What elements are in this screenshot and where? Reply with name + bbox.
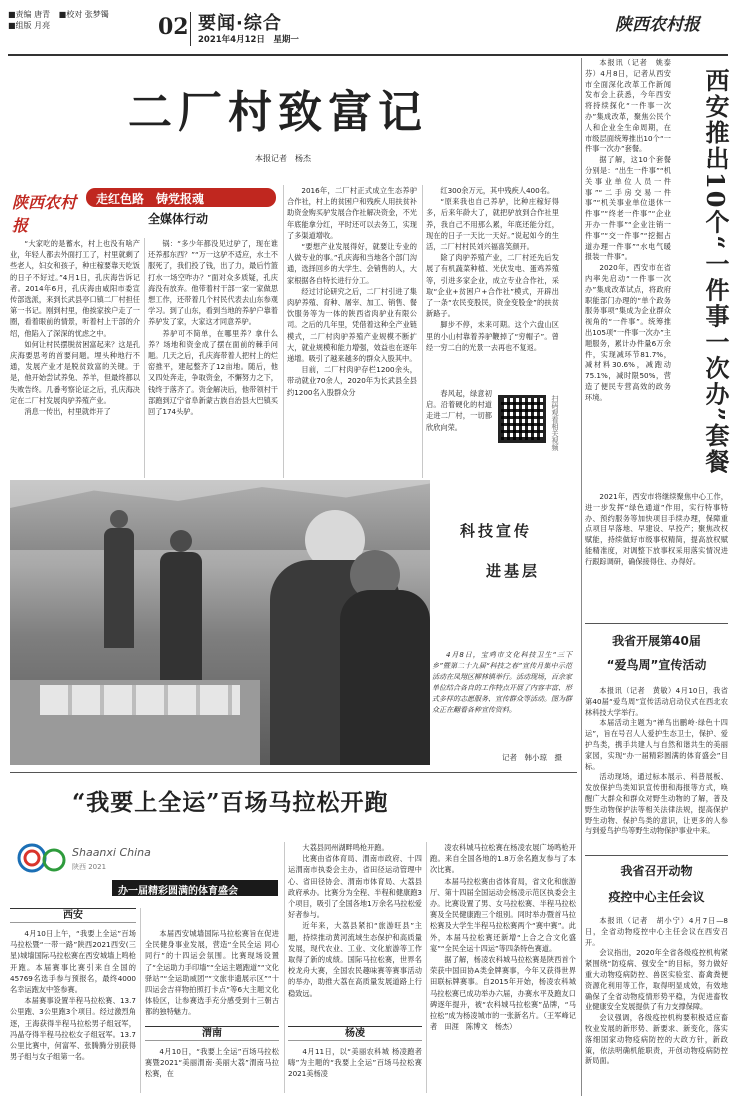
sidebar-top-intro: 本报讯（记者 姚泰芬）4月8日，记者从西安市全面深化改革工作新闻发布会上获悉，今年西安将持续探化“一件事一次办”集成改革，聚焦公民个人和企业全生命周期，在市级层面统筹推出10个“一件事一次办”套餐。 xyxy=(585,58,671,154)
issue-date: 2021年4月12日 星期一 xyxy=(198,35,299,45)
yangling-subhead-bar xyxy=(288,1026,422,1041)
sidebar-top-headline: 西安推出10个“一件事一次办”套餐 xyxy=(701,68,730,476)
bird-week-intro: 本报讯（记者 黄敏）4月10日，我省第40届“爱鸟周”宣传活动启动仪式在西北农林科技大学举行。 xyxy=(585,686,728,717)
weinan-subhead-bar xyxy=(145,1026,279,1041)
weinan-p1: 4月10日，“我要上全运”百场马拉松赛暨2021“美丽渭南·美丽大荔”渭南马拉松赛，在 xyxy=(145,1047,279,1079)
event-photo xyxy=(10,480,430,765)
xian-subhead-bar xyxy=(10,908,136,923)
lead-p14: 春风起，绿意初启。沿着硬化的村道走进二厂村，一切都欣欣向荣。 xyxy=(426,389,492,432)
xian-subhead: 西安 xyxy=(63,910,83,921)
marathon-headline: “我要上全运”百场马拉松开跑 xyxy=(72,789,389,816)
staff-layout: ■组版 月亮 xyxy=(8,21,51,30)
marathon-col-3-top xyxy=(288,842,422,999)
disease-p1: 会议指出，2020年全省各级疫控机构紧紧围绕“防疫病、强安全”的目标，努力做好重大动物疫病防控、兽医实验室、畜禽粪便资源化利用等工作，取得明显成效，有效地确保了全省动物疫情形势平稳，为促进畜牧业健康安全发展提供了有力支撑保障。 xyxy=(585,948,728,1012)
weinan-p4: 近年来，大荔县紧扣“旅游旺县”主题，持续推动黄河流域生态保护和高质量发展，现代农业、工业、文化旅游等工作取得了新的成绩。国际马拉松赛，世界名校龙舟大赛，全国农民趣味赛等赛事活动的举办，助推大荔在高质量发展道路上行稳致远。 xyxy=(288,921,422,998)
games-logo-box xyxy=(10,842,170,878)
games-banner-text: 办一届精彩圆满的体育盛会 xyxy=(118,886,238,897)
bird-week-head-1: 我省开展第40届 xyxy=(612,634,701,648)
xian-p2: 本届赛事设置半程马拉松赛、13.7公里跑、3公里跑3个项目。经过激烈角逐，王海获得半程马拉松男子组冠军，冯晶夺得半程马拉松女子组冠军。13.7公里比赛中，何富军、张腾腾分别获得男子组与女子组第一名。 xyxy=(10,996,136,1062)
qr-caption: 扫码观看相关视频 xyxy=(551,395,559,451)
yangling-p1: 4月11日，以“美丽农科城 杨凌跑者嗨”为主题的“我要上全运”百场马拉松赛2021美杨凌 xyxy=(288,1047,422,1079)
lead-p9: 目前，二厂村肉驴存栏1200余头，带动就业70余人，2020年为长武县全县约1200名入股群众分 xyxy=(287,365,417,397)
games-logo-sub: 陕西 2021 xyxy=(72,863,107,871)
yangling-subhead: 杨凌 xyxy=(345,1028,365,1039)
sidebar-top-text xyxy=(585,58,671,404)
qr-code[interactable] xyxy=(498,395,546,443)
banner-subtitle: 全媒体行动 xyxy=(148,212,209,226)
lead-p6: 2016年，二厂村正式成立生态养驴合作社，村上的贫困户和残疾人用扶贫补助资金购买驴发展合作社解决资金，不光年底能拿分红，平时还可以去务工，实现了多渠道增收。 xyxy=(287,186,417,240)
lead-col-5 xyxy=(426,388,492,433)
lead-p11: “原来我也自己养驴，比种庄稼好得多，后来年龄大了，就把驴放到合作社里养，我自己不用那么累，年底还能分红，现在的日子一天比一天好。”说起如今的生活，二厂村村民刘兴福喜笑颜开。 xyxy=(426,197,559,252)
games-banner xyxy=(112,880,278,896)
bird-week-p2: 活动现场，通过标本展示、科普展板、发放保护鸟类知识宣传册和海报等方式，唤醒广大群众和群众对野生动物的了解，普及野生动物保护法等相关法律法规，提高保护野生动物、保护鸟类的意识，让更多的人参与到爱鸟护鸟等野生动物保护事业中来。 xyxy=(585,772,728,836)
page-number: 02 xyxy=(158,14,189,40)
disease-head-2: 疫控中心主任会议 xyxy=(608,890,705,904)
banner-slogan: 走红色路 铸党报魂 xyxy=(96,192,205,206)
marathon-col-1 xyxy=(10,928,136,1062)
staff-proofreader: ■校对 张梦镯 xyxy=(58,10,109,19)
lead-p10: 红300余万元，其中残疾人400名。 xyxy=(440,186,555,195)
yangling-p2: 凌农科城马拉松赛在杨凌农展广场鸣枪开跑。来自全国各地的1.8万余名跑友参与了本次比赛。 xyxy=(430,843,576,875)
lead-headline: 二厂村致富记 xyxy=(128,87,428,138)
masthead-logo: 陕西农村报 xyxy=(615,15,700,35)
staff-editor: ■责编 唐青 xyxy=(8,10,51,19)
lead-p13: 脚步不停，未来可期。这个六盘山区里的小山村靠着养驴鞭掉了“穷帽子”。曾经一穷二白的光景一去再也不复返。 xyxy=(426,320,559,352)
section-title: 要闻·综合 xyxy=(198,13,282,34)
sidebar-top-p1: 据了解，这10个套餐分别是：“出生一件事”“机关事业单位人员一件事”“二手房交易一件事”“机关事业单位退休一件事”“终老一件事”“企业开办一件事”“企业注销一件事”“交一件事”“挖掘占道办理一件事”“水电气暖报装一件事”。 xyxy=(585,155,671,262)
lead-p1: “大家吃的是蓄水，村上也没有啥产业，年轻人都去外面打工了，村里就剩了些老人，妇女和孩子，种庄稼要靠天吃饭的日子不好过。”4月1日，孔庆海告诉记者。2014年6月，孔庆海由咸阳市委宣传部选派，来到长武县亭口镇二厂村担任第一书记。刚到村里，他挨家挨户走了一圈，看着眼前的情景，听着村上干部的介绍，他陷入了深深的忧虑之中。 xyxy=(10,239,140,338)
bird-week-p1: 本届活动主题为“禅鸟出鹏岭·绿色十四运”，旨在号召人人爱护生态卫士，保护、爱护鸟类，携手共建人与自然和谐共生的美丽家园，实现“办一届精彩圆满的体育盛会”目标。 xyxy=(585,718,728,771)
marathon-col-2-bottom xyxy=(145,1046,279,1080)
campaign-banner xyxy=(12,188,277,235)
photo-caption-text: 4月8日，宝鸡市文化科技卫生“三下乡”暨第二十九届“科技之春”宣传月集中示范活动在凤翔区柳林镇举行。活动现场，百余家单位结合各自的工作特点开展了内容丰富、形式多样的志愿服务、宣传群众等活动。图为群众正在翻看各种宣传资料。 xyxy=(432,651,572,714)
stamp-line-2: 进基层 xyxy=(486,562,541,580)
lead-col-2 xyxy=(148,238,278,417)
disease-head-1: 我省召开动物 xyxy=(620,864,693,878)
lead-byline: 本报记者 杨杰 xyxy=(255,154,311,163)
weinan-subhead: 渭南 xyxy=(202,1028,222,1039)
photo-caption xyxy=(432,650,572,716)
person-silhouette xyxy=(340,590,430,765)
sidebar-top-p2: 2020年，西安市在省内率先启动“一件事一次办”集成改革试点，将政府职能部门办理的“单个政务服务事项”集成为企业群众视角的“一件事”。统筹推出105项“一件事一次办”主题服务，累计办件量6万余件，实现减环节81.7%，减材料30.6%，减跑动75.1%，减时限50%，营造了便民专营高效的政务环境。 xyxy=(585,263,671,402)
lead-p12: 除了肉驴养殖产业，二厂村还先后发展了有机蔬菜种植、光伏发电、蛋鸡养殖等，引进多家企业，成立专业合作社，采取“企业+贫困户+合作社”模式，开辟出了一条“农民变股民，资金变股金”的扶贫新路子。 xyxy=(426,253,559,319)
banner-brand: 陕西农村报 xyxy=(12,193,77,235)
weinan-p3: 比赛由省体育局、渭南市政府、十四运渭南市执委会主办，省田径运动管理中心、省田径协会、渭南市体育局、大荔县政府承办。比赛分为全程、半程和健康跑3个项目，吸引了全国各地1万余名马拉松爱好者参与。 xyxy=(288,854,422,920)
brochures-shape xyxy=(40,685,240,715)
xian-p1: 4月10日上午，“我要上全运”百场马拉松暨“一带一路”陕西2021西安(三星)城墙国际马拉松赛在西安城墙上鸣枪开跑。本届赛事比赛引来自全国的45769名选手参与预报名，最终4000名幸运跑友中签参赛。 xyxy=(10,929,136,995)
lead-p4: 锅：“多少年都没见过驴了，现在谁还养那东西？”“万一这驴不适应，水土不服死了，我们投了钱，出了力，最后竹篮打水一场空咋办？”面对众多质疑，孔庆海没有放弃。他带着村干部一家一家做思想工作，还带着几个村民代表去山东参观学习。到了山东，看到当地的养驴户靠着养驴发了家，大家这才同意养驴。 xyxy=(148,239,278,327)
disease-p2: 会议强调，各级疫控机构要积极适应畜牧业发展的新形势、新要求、新变化，落实落细国家动物疫病防控的大政方针，新政策，依法明确机能职责，开创动物疫病防控新局面。 xyxy=(585,1013,728,1066)
person-silhouette xyxy=(170,530,192,552)
yangling-p3: 本届马拉松赛由省体育局，省文化和旅游厅、第十四届全国运动会杨凌示范区执委会主办。比赛设置了男、女马拉松赛、半程马拉松赛及全民健康跑三个组别。同时举办暨首马拉松赛及大学生半程马拉松赛两个“赛中赛”。此外，本届马拉松赛还新增“上合之合文化盛宴”“全民全运十四运”等四条特色赛道。 xyxy=(430,876,576,953)
person-silhouette xyxy=(104,528,134,648)
photo-credit: 记者 韩小琼 摄 xyxy=(502,753,562,762)
lead-p3: 消息一传出，村里就炸开了 xyxy=(24,407,111,417)
xian-p3: 本届西安城墙国际马拉松赛旨在促进全民健身事业发展，营造“全民全运 同心同行”的十四运会氛围。比赛现场设置了“全运助力手印墙”“全运主题跑道”“文化驿站”“全运助威团”“文旅非遗展示区”“十四运会吉祥物拍照打卡点”等6大主题文化体验区，让参赛选手充分感受到十三朝古都的独特魅力。 xyxy=(145,929,279,1017)
sidebar-top-p3: 2021年，西安市将继续聚焦中心工作，进一步发挥“绿色通道”作用，实行特事特办、预约服务等加快项目手续办理，保障重点项目早落地、早建设、早投产；聚焦改权赋能，持续做好市级事权精简，提高放权赋能精准度，对调整下放事权采用落实情况进行跟踪调研，确保接得住、办得好。 xyxy=(585,492,728,566)
lead-p8: 经过讨论研究之后，二厂村引进了集肉驴养殖、育种、屠宰、加工、销售、餐饮服务等为一体的陕西省肉驴业有限公司。之后的几年里，凭借着这种全产业链模式，二厂村肉驴养殖产业规模不断扩大，就业规模和能力增强，效益也在逐年递增。吸引了越来越多的群众入股其中。 xyxy=(287,286,417,364)
staff-credits xyxy=(8,9,158,31)
stamp-line-1: 科技宣传 xyxy=(460,522,533,540)
marathon-col-4 xyxy=(430,842,576,1032)
person-silhouette xyxy=(110,510,128,528)
lead-p2: 如何让村民摆脱贫困富起来？这是孔庆海要思考的首要问题。埋头种地行不通，发展产业才是脱贫致富的关键。于是，他开始尝试养兔、养羊，但最终都以失败告终。几番考察论证之后，孔庆海决定在二厂村发展肉驴养殖产业。 xyxy=(10,339,140,405)
lead-col-1 xyxy=(10,238,140,417)
disease-intro: 本报讯（记者 胡小宁）4月7日—8日，全省动物疫控中心主任会议在西安召开。 xyxy=(585,916,728,947)
disease-text xyxy=(585,916,728,1067)
bird-week-head-2: “爱鸟周”宣传活动 xyxy=(606,658,707,672)
games-logo-icon xyxy=(14,842,66,878)
lead-col-4 xyxy=(426,185,559,353)
tent-shape xyxy=(10,480,430,550)
sidebar-top-text-2 xyxy=(585,492,728,568)
weinan-p2: 大荔县同州湖畔鸣枪开跑。 xyxy=(302,843,389,852)
lead-p7: “要想产业发展得好，就要让专业的人做专业的事。”孔庆海和当地各个部门沟通，选择回乡的大学生、会销售的人，大家根据各自特长进行分工。 xyxy=(287,242,417,285)
stamp-badge xyxy=(448,508,578,598)
yangling-p4: 据了解，杨凌农科城马拉松赛是陕西首个荣获中国田协A类金牌赛事，今年又获得世界田联标牌赛事。自2015年开始，杨凌农科城马拉松赛已成功举办六届，办赛水平及跑友口碑逐年提升，被“农科城马拉松赛”品牌，“马拉松”成为杨凌城市的一张新名片。（王军峰记者 田涯 陈博文 杨杰） xyxy=(430,955,576,1032)
lead-col-3 xyxy=(287,185,417,398)
bird-week-text xyxy=(585,686,728,837)
games-logo-text: Shaanxi China xyxy=(72,846,151,859)
marathon-col-2-top xyxy=(145,928,279,1018)
marathon-col-3-bottom xyxy=(288,1046,422,1080)
lead-p5: 养驴可不简单，在哪里养？拿什么养？场地和资金成了摆在面前的棘手问题。几天之后，孔庆海带着人把村上的烂窑推平，建起整齐了12亩地。随后，他又四处奔走，争取资金，不懈努力之下，钱终于落齐了。资金解决后，他带领村干部跑到辽宁省阜新蒙古族自治县大巴镇买回了174头驴。 xyxy=(148,328,278,417)
